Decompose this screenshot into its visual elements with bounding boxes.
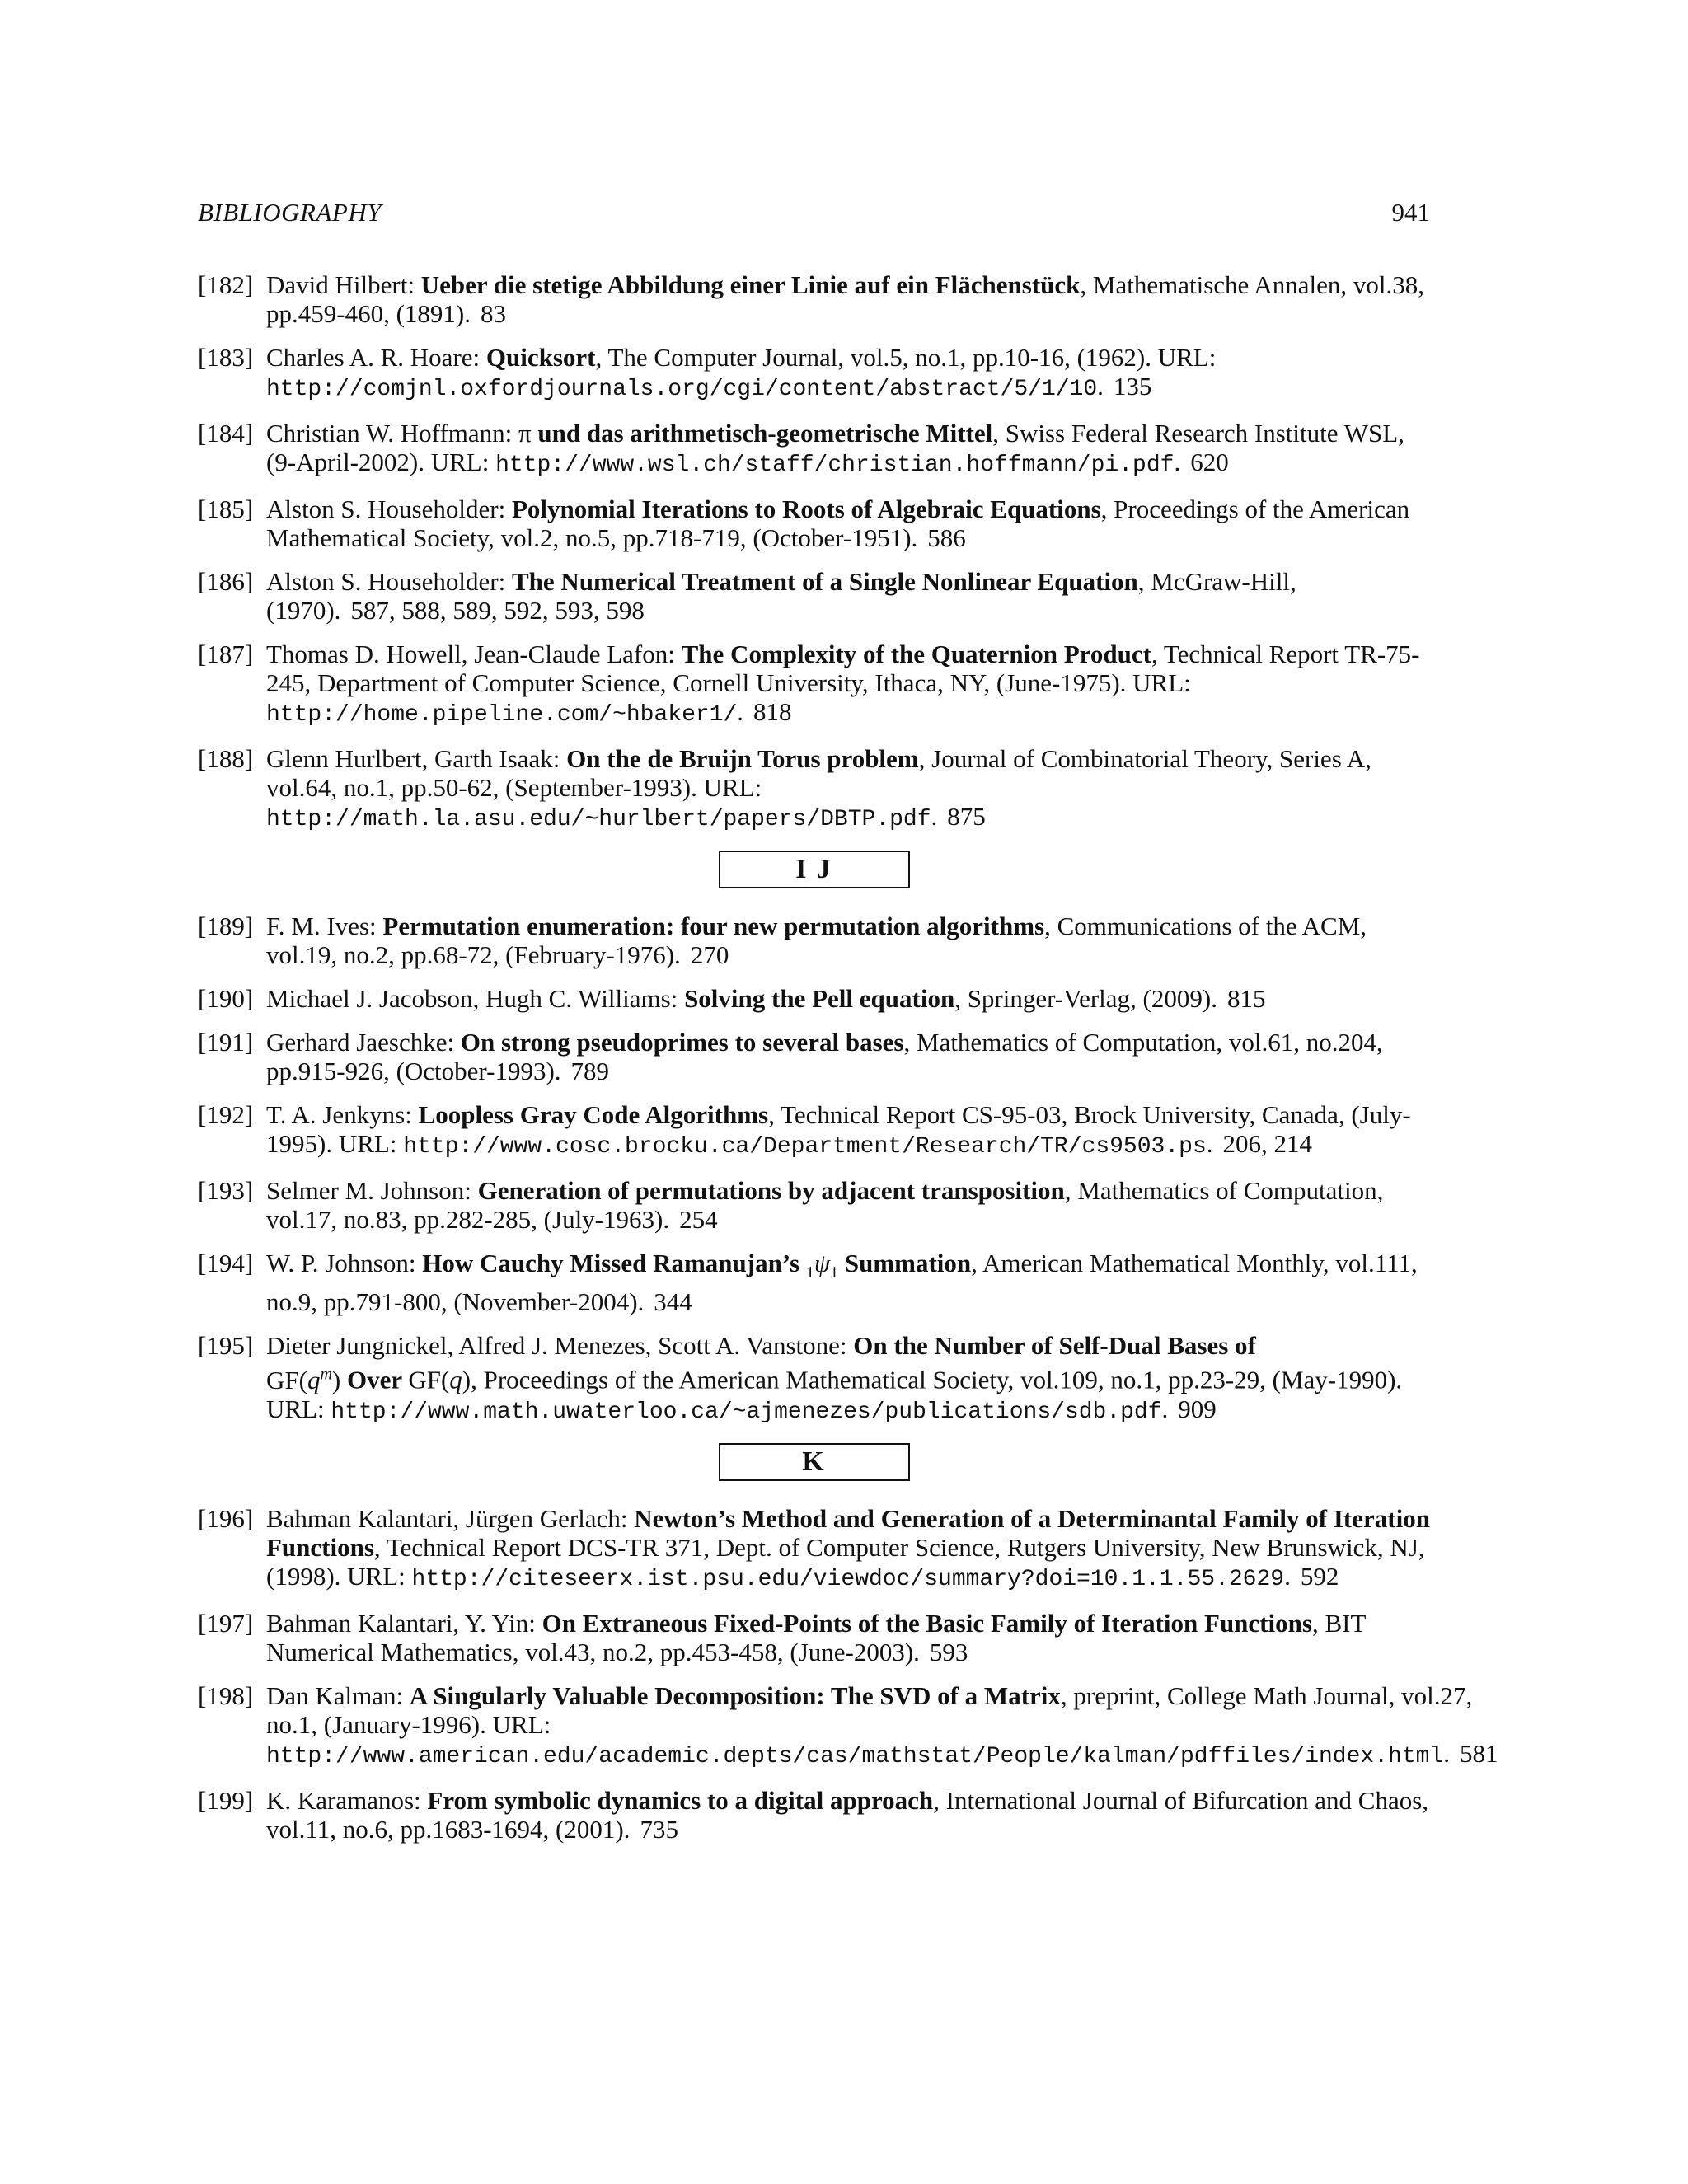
reference-backlink-pages[interactable]: 581 bbox=[1459, 1738, 1498, 1768]
reference-title: The Complexity of the Quaternion Product bbox=[681, 640, 1151, 668]
reference-number: [187] bbox=[198, 640, 254, 668]
q-variable: q bbox=[307, 1365, 321, 1394]
reference-details: , Proceedings of the American Mathematical Society, vol.109, no.1, pp.23-29, (May-1990). URL: bbox=[266, 1365, 1403, 1423]
reference-number: [184] bbox=[198, 419, 254, 448]
reference-backlink-pages[interactable]: 587, 588, 589, 592, 593, 598 bbox=[350, 596, 645, 625]
url-period: . bbox=[1284, 1561, 1291, 1591]
url-period: . bbox=[1174, 448, 1181, 476]
reference-title: Ueber die stetige Abbildung einer Linie auf ein Flächenstück bbox=[420, 270, 1081, 299]
reference-text bbox=[266, 1681, 1498, 1771]
reference-authors: Dieter Jungnickel, Alfred J. Menezes, Scott A. Vanstone: bbox=[266, 1331, 854, 1361]
section-divider-ij bbox=[198, 851, 1430, 888]
reference-backlink-pages[interactable]: 270 bbox=[690, 940, 729, 969]
reference-url-link[interactable]: http://math.la.asu.edu/~hurlbert/papers/DBTP.pdf bbox=[266, 807, 931, 832]
reference-authors: Bahman Kalantari, Y. Yin: bbox=[266, 1608, 542, 1638]
reference-details: , Swiss Federal Research Institute WSL, (9-April-2002). URL: bbox=[266, 419, 1404, 476]
reference-url-link[interactable]: http://www.math.uwaterloo.ca/~ajmenezes/publications/sdb.pdf bbox=[331, 1399, 1162, 1425]
reference-text bbox=[266, 1249, 1430, 1316]
reference-title: Permutation enumeration: four new permutation algorithms bbox=[382, 912, 1045, 940]
reference-backlink-pages[interactable]: 620 bbox=[1190, 448, 1229, 476]
reference-text bbox=[266, 567, 1430, 625]
reference-authors: David Hilbert: bbox=[266, 270, 421, 299]
reference-number: [196] bbox=[198, 1503, 254, 1533]
reference-title: und das arithmetisch-geometrische Mittel bbox=[537, 419, 993, 448]
reference-backlink-pages[interactable]: 586 bbox=[927, 523, 966, 552]
reference-title: On strong pseudoprimes to several bases bbox=[460, 1028, 904, 1057]
section-heading-ij: I J bbox=[719, 851, 910, 888]
gf-symbol: GF( bbox=[408, 1365, 450, 1394]
reference-title bbox=[422, 1249, 972, 1282]
reference-backlink-pages[interactable]: 254 bbox=[679, 1205, 718, 1234]
gf-symbol: GF( bbox=[266, 1365, 307, 1394]
reference-details: , Mathematics of Computation, vol.61, no.204, pp.915-926, (October-1993). bbox=[266, 1028, 1383, 1085]
reference-number: [188] bbox=[198, 744, 254, 773]
reference-details: , Springer-Verlag, (2009). bbox=[954, 984, 1217, 1013]
reference-title: Newton’s Method and Generation of a Determinantal Family of Iteration Functions bbox=[266, 1503, 1430, 1562]
reference-entry bbox=[198, 984, 1430, 1013]
reference-text bbox=[266, 1609, 1430, 1666]
reference-authors: K. Karamanos: bbox=[266, 1785, 428, 1815]
reference-number: [191] bbox=[198, 1028, 254, 1057]
reference-entry bbox=[198, 1786, 1430, 1844]
reference-authors: Charles A. R. Hoare: bbox=[266, 343, 486, 372]
reference-details: , McGraw-Hill, (1970). bbox=[266, 567, 1296, 625]
reference-text bbox=[266, 912, 1430, 969]
reference-backlink-pages[interactable]: 83 bbox=[480, 299, 506, 328]
reference-list-h bbox=[198, 270, 1430, 834]
reference-text bbox=[266, 640, 1430, 729]
reference-details: , preprint, College Math Journal, vol.27, no.1, (January-1996). URL: bbox=[266, 1680, 1473, 1739]
reference-entry bbox=[198, 419, 1430, 480]
url-period: . bbox=[1443, 1738, 1450, 1768]
reference-title: On Extraneous Fixed-Points of the Basic Family of Iteration Functions bbox=[542, 1608, 1312, 1638]
url-period: . bbox=[931, 802, 938, 831]
reference-entry bbox=[198, 494, 1430, 552]
reference-backlink-pages[interactable]: 592 bbox=[1300, 1561, 1339, 1591]
reference-text bbox=[266, 984, 1430, 1013]
reference-authors: Selmer M. Johnson: bbox=[266, 1176, 478, 1205]
m-exponent: m bbox=[320, 1365, 332, 1384]
page-header bbox=[198, 198, 1430, 231]
psi-right-subscript: 1 bbox=[830, 1263, 839, 1282]
reference-backlink-pages[interactable]: 593 bbox=[929, 1637, 968, 1666]
reference-entry bbox=[198, 912, 1430, 969]
reference-backlink-pages[interactable]: 344 bbox=[654, 1287, 692, 1317]
reference-authors: Glenn Hurlbert, Garth Isaak: bbox=[266, 744, 567, 773]
reference-entry bbox=[198, 343, 1430, 404]
reference-text bbox=[266, 1176, 1430, 1234]
reference-backlink-pages[interactable]: 818 bbox=[753, 697, 792, 726]
reference-text bbox=[266, 1028, 1430, 1085]
reference-number: [198] bbox=[198, 1680, 254, 1710]
reference-text bbox=[266, 1331, 1430, 1426]
section-divider-k bbox=[198, 1443, 1430, 1481]
reference-number: [199] bbox=[198, 1785, 254, 1815]
reference-title: From symbolic dynamics to a digital approach bbox=[427, 1785, 934, 1815]
reference-authors: Alston S. Householder: bbox=[266, 567, 512, 596]
reference-title-part: How Cauchy Missed Ramanujan’s bbox=[422, 1249, 806, 1277]
reference-list-ij bbox=[198, 912, 1430, 1234]
reference-details: , Mathematics of Computation, vol.17, no.83, pp.282-285, (July-1963). bbox=[266, 1176, 1384, 1234]
reference-details: , BIT Numerical Mathematics, vol.43, no.2, pp.453-458, (June-2003). bbox=[266, 1608, 1366, 1666]
reference-title-part: On the Number of Self-Dual Bases of bbox=[853, 1331, 1256, 1361]
reference-number: [186] bbox=[198, 567, 254, 596]
reference-backlink-pages[interactable]: 135 bbox=[1113, 372, 1152, 401]
bibliography-page bbox=[198, 198, 1498, 1858]
reference-title-part: Summation bbox=[838, 1249, 972, 1277]
reference-entry bbox=[198, 640, 1430, 729]
reference-authors: Christian W. Hoffmann: π bbox=[266, 419, 538, 448]
reference-backlink-pages[interactable]: 789 bbox=[570, 1057, 610, 1085]
reference-url-link[interactable]: http://www.cosc.brocku.ca/Department/Research/TR/cs9503.ps bbox=[403, 1134, 1207, 1160]
reference-backlink-pages[interactable]: 206, 214 bbox=[1222, 1129, 1312, 1158]
reference-text bbox=[266, 419, 1430, 480]
url-period: . bbox=[737, 697, 744, 726]
reference-authors: Dan Kalman: bbox=[266, 1680, 410, 1710]
reference-details: , American Mathematical Monthly, vol.111, no.9, pp.791-800, (November-2004). bbox=[266, 1249, 1418, 1317]
reference-number: [192] bbox=[198, 1100, 254, 1129]
reference-url-link[interactable]: http://comjnl.oxfordjournals.org/cgi/content/abstract/5/1/10 bbox=[266, 377, 1098, 402]
reference-details: , Communications of the ACM, vol.19, no.2, pp.68-72, (February-1976). bbox=[266, 912, 1367, 969]
reference-details: , Journal of Combinatorial Theory, Series A, vol.64, no.1, pp.50-62, (September-1993). URL: bbox=[266, 744, 1372, 802]
reference-text bbox=[266, 270, 1430, 328]
reference-authors: Bahman Kalantari, Jürgen Gerlach: bbox=[266, 1503, 635, 1533]
reference-details: , The Computer Journal, vol.5, no.1, pp.10-16, (1962). URL: bbox=[595, 343, 1217, 372]
reference-url-link[interactable]: http://www.wsl.ch/staff/christian.hoffmann/pi.pdf bbox=[495, 452, 1175, 478]
reference-text bbox=[266, 1100, 1430, 1161]
reference-title: A Singularly Valuable Decomposition: The SVD of a Matrix bbox=[409, 1680, 1061, 1710]
reference-entry-194 bbox=[198, 1249, 1430, 1316]
reference-entry bbox=[198, 1176, 1430, 1234]
reference-backlink-pages[interactable]: 735 bbox=[640, 1814, 678, 1844]
reference-number: [195] bbox=[198, 1331, 254, 1361]
reference-url-link[interactable]: http://home.pipeline.com/~hbaker1/ bbox=[266, 702, 738, 728]
reference-backlink-pages[interactable]: 875 bbox=[947, 802, 986, 831]
psi-left-subscript: 1 bbox=[805, 1263, 814, 1282]
reference-entry bbox=[198, 1100, 1430, 1161]
reference-entry bbox=[198, 1028, 1430, 1085]
reference-text bbox=[266, 744, 1430, 834]
reference-title: Loopless Gray Code Algorithms bbox=[418, 1100, 769, 1129]
reference-text bbox=[266, 343, 1430, 404]
reference-details: , Technical Report CS-95-03, Brock University, Canada, (July-1995). URL: bbox=[266, 1100, 1411, 1158]
reference-title: Solving the Pell equation bbox=[684, 984, 955, 1013]
reference-entry bbox=[198, 1609, 1430, 1666]
reference-authors: Gerhard Jaeschke: bbox=[266, 1028, 461, 1057]
reference-authors: Thomas D. Howell, Jean-Claude Lafon: bbox=[266, 640, 682, 668]
reference-entry-195 bbox=[198, 1331, 1430, 1426]
reference-backlink-pages[interactable]: 909 bbox=[1178, 1394, 1217, 1423]
reference-number: [183] bbox=[198, 343, 254, 372]
reference-entry bbox=[198, 567, 1430, 625]
reference-details: , Technical Report TR-75-245, Department of Computer Science, Cornell University, Ithaca, NY, (June-1975). URL: bbox=[266, 640, 1420, 697]
reference-number: [189] bbox=[198, 912, 254, 940]
reference-text bbox=[266, 1786, 1430, 1844]
q-variable: q bbox=[449, 1365, 462, 1394]
reference-details: , Technical Report DCS-TR 371, Dept. of Computer Science, Rutgers University, New Brunswick, NJ, (1998). URL: bbox=[266, 1532, 1425, 1591]
reference-url-link[interactable]: http://citeseerx.ist.psu.edu/viewdoc/summary?doi=10.1.1.55.2629 bbox=[411, 1566, 1285, 1592]
gf-close: ) bbox=[462, 1365, 471, 1394]
reference-number: [194] bbox=[198, 1249, 254, 1277]
reference-number: [193] bbox=[198, 1176, 254, 1205]
reference-number: [182] bbox=[198, 270, 254, 299]
reference-entry bbox=[198, 1680, 1498, 1771]
reference-authors: T. A. Jenkyns: bbox=[266, 1100, 419, 1129]
reference-title: The Numerical Treatment of a Single Nonlinear Equation bbox=[511, 567, 1138, 596]
reference-url-link[interactable]: http://www.american.edu/academic.depts/cas/mathstat/People/kalman/pdffiles/index.html bbox=[266, 1743, 1444, 1769]
section-heading-k: K bbox=[719, 1443, 910, 1481]
reference-backlink-pages[interactable]: 815 bbox=[1226, 984, 1266, 1013]
reference-authors: F. M. Ives: bbox=[266, 912, 383, 940]
url-period: . bbox=[1161, 1394, 1169, 1423]
reference-entry bbox=[198, 270, 1430, 328]
reference-title: Quicksort bbox=[485, 343, 596, 372]
reference-authors: W. P. Johnson: bbox=[266, 1249, 423, 1277]
running-title: BIBLIOGRAPHY bbox=[198, 198, 382, 227]
url-period: . bbox=[1206, 1129, 1213, 1158]
reference-number: [190] bbox=[198, 984, 254, 1013]
page-number: 941 bbox=[1391, 198, 1430, 227]
reference-entry bbox=[198, 744, 1430, 834]
reference-details: , International Journal of Bifurcation and Chaos, vol.11, no.6, pp.1683-1694, (2001). bbox=[266, 1785, 1429, 1844]
url-period: . bbox=[1097, 372, 1104, 401]
reference-list-k bbox=[198, 1503, 1498, 1844]
reference-title: On the de Bruijn Torus problem bbox=[566, 744, 919, 773]
gf-close: ) bbox=[331, 1365, 341, 1394]
reference-number: [197] bbox=[198, 1608, 254, 1638]
reference-title: Generation of permutations by adjacent transposition bbox=[477, 1176, 1065, 1205]
reference-authors: Alston S. Householder: bbox=[266, 494, 512, 523]
reference-details: , Proceedings of the American Mathematical Society, vol.2, no.5, pp.718-719, (October-1951). bbox=[266, 494, 1410, 552]
reference-details: , Mathematische Annalen, vol.38, pp.459-460, (1891). bbox=[266, 270, 1424, 328]
reference-entry bbox=[198, 1504, 1430, 1594]
reference-number: [185] bbox=[198, 494, 254, 523]
reference-title-part: Over bbox=[340, 1365, 409, 1394]
reference-authors: Michael J. Jacobson, Hugh C. Williams: bbox=[266, 984, 685, 1013]
reference-text bbox=[266, 1504, 1430, 1594]
reference-text bbox=[266, 494, 1430, 552]
reference-title: Polynomial Iterations to Roots of Algebraic Equations bbox=[511, 494, 1101, 523]
psi-symbol: ψ bbox=[814, 1249, 831, 1277]
